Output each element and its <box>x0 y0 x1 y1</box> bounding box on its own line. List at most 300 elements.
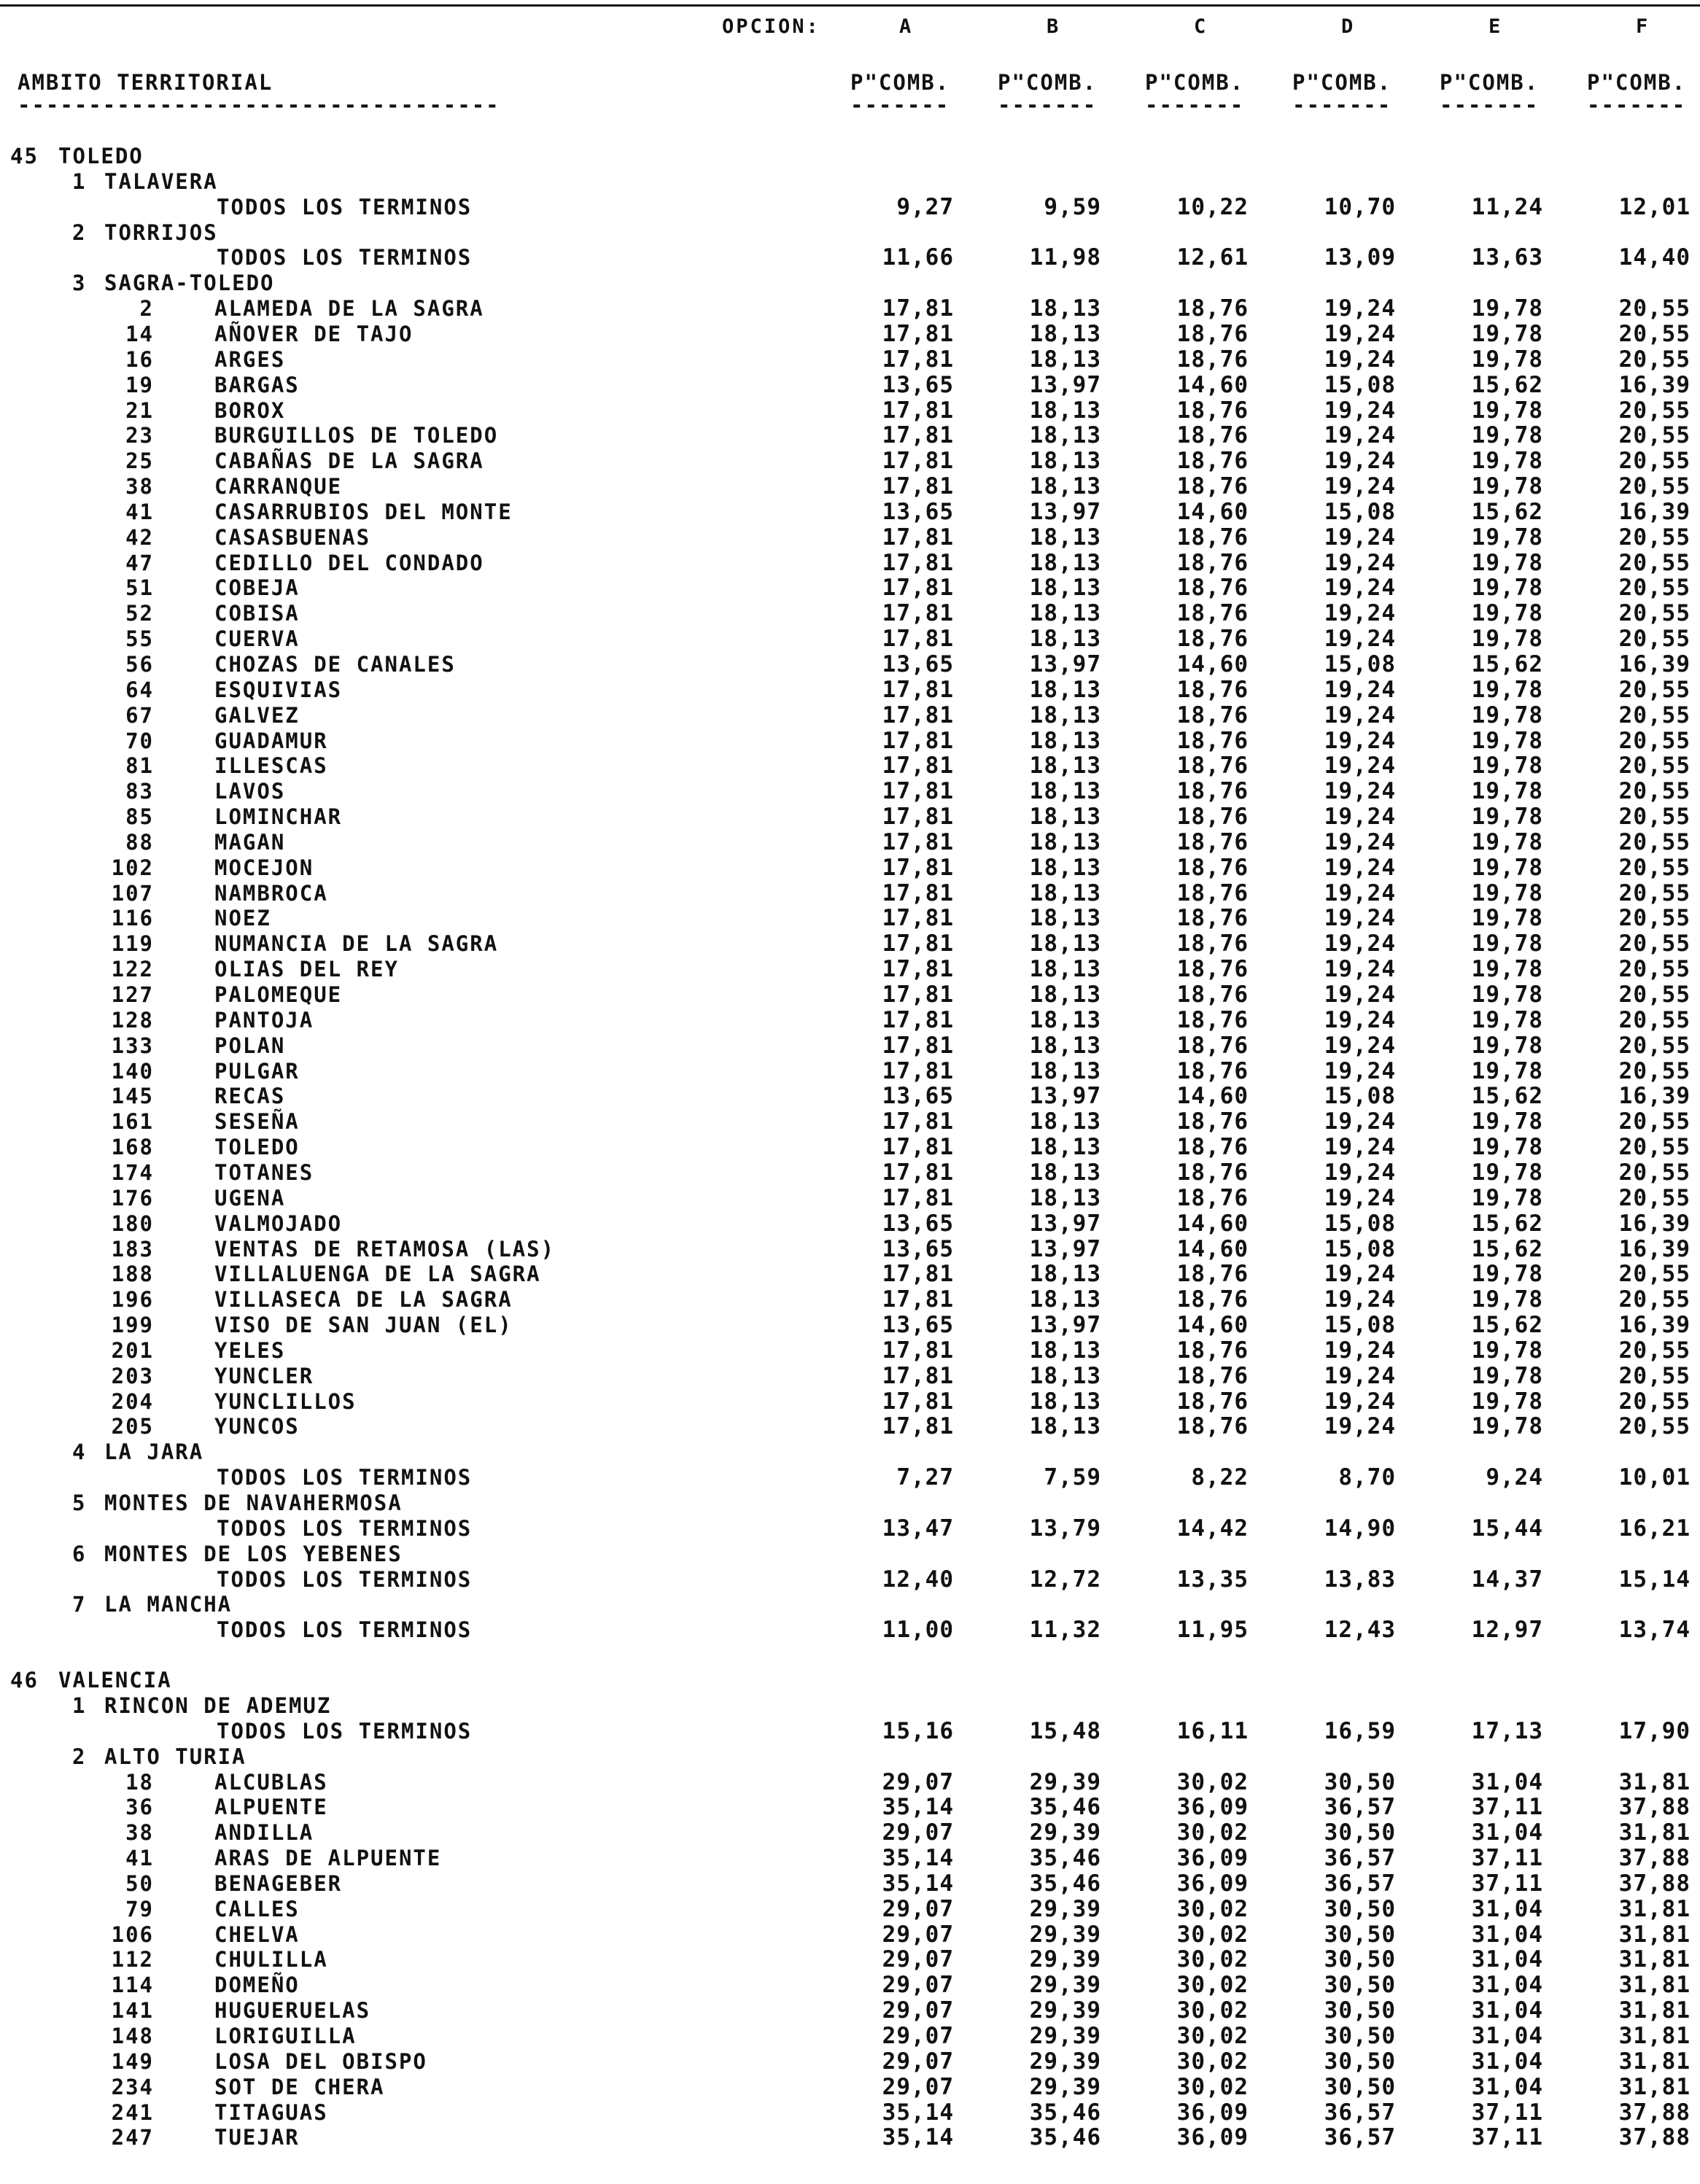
municipality-name: CARRANQUE <box>214 474 343 499</box>
value-c: 14,60 <box>1176 651 1249 677</box>
value-e: 19,78 <box>1471 600 1543 626</box>
column-heading-a: P"COMB. <box>850 70 950 95</box>
value-e: 15,62 <box>1471 372 1543 398</box>
column-heading-d: P"COMB. <box>1292 70 1392 95</box>
municipality-name: ILLESCAS <box>214 753 328 778</box>
comarca-code: 3 <box>72 271 87 295</box>
value-a: 15,16 <box>882 1718 954 1744</box>
value-f: 20,55 <box>1618 982 1691 1008</box>
value-c: 18,76 <box>1176 473 1249 500</box>
value-a: 17,81 <box>882 1134 954 1160</box>
value-c: 30,02 <box>1176 1896 1249 1922</box>
value-c: 36,09 <box>1176 1794 1249 1820</box>
municipality-name: TUEJAR <box>214 2125 300 2150</box>
value-c: 18,76 <box>1176 956 1249 982</box>
value-c: 18,76 <box>1176 1159 1249 1186</box>
value-f: 31,81 <box>1618 2023 1691 2049</box>
municipality-code: 2 <box>139 296 154 321</box>
municipality-name: PULGAR <box>214 1059 300 1084</box>
value-d: 10,70 <box>1324 194 1396 220</box>
value-c: 18,76 <box>1176 982 1249 1008</box>
value-a: 7,27 <box>896 1464 954 1491</box>
value-a: 29,07 <box>882 2074 954 2100</box>
municipality-code: 161 <box>111 1109 154 1134</box>
value-b: 18,13 <box>1029 829 1101 855</box>
value-e: 19,78 <box>1471 524 1543 551</box>
value-e: 31,04 <box>1471 2048 1543 2075</box>
municipality-name: CHULILLA <box>214 1947 328 1972</box>
municipality-name: COBISA <box>214 601 300 626</box>
value-e: 31,04 <box>1471 1997 1543 2024</box>
value-d: 19,24 <box>1324 956 1396 982</box>
value-d: 19,24 <box>1324 346 1396 373</box>
value-a: 17,81 <box>882 397 954 424</box>
value-b: 29,39 <box>1029 1896 1101 1922</box>
municipality-name: LOMINCHAR <box>214 804 343 829</box>
value-b: 29,39 <box>1029 2074 1101 2100</box>
value-e: 19,78 <box>1471 905 1543 931</box>
value-a: 17,81 <box>882 600 954 626</box>
value-b: 18,13 <box>1029 321 1101 347</box>
municipality-code: 180 <box>111 1211 154 1236</box>
comarca-code: 4 <box>72 1439 87 1464</box>
value-f: 20,55 <box>1618 626 1691 652</box>
value-a: 17,81 <box>882 855 954 881</box>
value-e: 19,78 <box>1471 1363 1543 1389</box>
value-a: 35,14 <box>882 2099 954 2126</box>
value-f: 31,81 <box>1618 1972 1691 1998</box>
municipality-code: 127 <box>111 982 154 1007</box>
value-f: 20,55 <box>1618 422 1691 448</box>
municipality-code: 41 <box>125 500 154 524</box>
value-c: 18,76 <box>1176 1185 1249 1211</box>
value-f: 13,74 <box>1618 1617 1691 1643</box>
value-d: 19,24 <box>1324 855 1396 881</box>
value-a: 17,81 <box>882 804 954 830</box>
value-d: 19,24 <box>1324 1261 1396 1287</box>
value-d: 15,08 <box>1324 1236 1396 1262</box>
province-name: TOLEDO <box>58 144 144 168</box>
municipality-code: 116 <box>111 906 154 930</box>
value-d: 30,50 <box>1324 1997 1396 2024</box>
value-e: 19,78 <box>1471 1388 1543 1415</box>
municipality-code: 128 <box>111 1008 154 1033</box>
value-d: 19,24 <box>1324 1337 1396 1364</box>
value-f: 37,88 <box>1618 2124 1691 2150</box>
option-a: A <box>899 15 914 38</box>
value-e: 37,11 <box>1471 2124 1543 2150</box>
value-f: 20,55 <box>1618 600 1691 626</box>
value-b: 18,13 <box>1029 1108 1101 1135</box>
value-f: 31,81 <box>1618 1896 1691 1922</box>
value-c: 18,76 <box>1176 1337 1249 1364</box>
value-e: 37,11 <box>1471 2099 1543 2126</box>
comarca-code: 6 <box>72 1542 87 1566</box>
value-d: 36,57 <box>1324 2099 1396 2126</box>
value-d: 19,24 <box>1324 1388 1396 1415</box>
value-b: 18,13 <box>1029 1007 1101 1033</box>
value-d: 19,24 <box>1324 321 1396 347</box>
value-a: 17,81 <box>882 930 954 957</box>
value-a: 17,81 <box>882 321 954 347</box>
municipality-code: 14 <box>125 322 154 346</box>
value-f: 20,55 <box>1618 702 1691 728</box>
municipality-name: TOTANES <box>214 1160 314 1185</box>
value-b: 29,39 <box>1029 1972 1101 1998</box>
value-b: 18,13 <box>1029 880 1101 906</box>
value-a: 13,65 <box>882 1312 954 1338</box>
value-f: 20,55 <box>1618 1007 1691 1033</box>
municipality-code: 247 <box>111 2125 154 2150</box>
value-c: 36,09 <box>1176 2124 1249 2150</box>
value-d: 30,50 <box>1324 1896 1396 1922</box>
value-b: 13,97 <box>1029 1312 1101 1338</box>
option-e: E <box>1489 15 1503 38</box>
municipality-code: 19 <box>125 373 154 397</box>
value-b: 18,13 <box>1029 575 1101 601</box>
value-d: 36,57 <box>1324 2124 1396 2150</box>
municipality-code: 51 <box>125 575 154 600</box>
value-a: 17,81 <box>882 1286 954 1313</box>
value-c: 14,60 <box>1176 1312 1249 1338</box>
municipality-name: CHELVA <box>214 1922 300 1947</box>
municipality-name: POLAN <box>214 1033 286 1058</box>
municipality-name: ANDILLA <box>214 1820 314 1845</box>
municipality-code: 64 <box>125 677 154 702</box>
value-b: 18,13 <box>1029 804 1101 830</box>
comarca-name: RINCON DE ADEMUZ <box>104 1693 332 1718</box>
value-d: 19,24 <box>1324 1108 1396 1135</box>
value-f: 16,39 <box>1618 499 1691 525</box>
value-e: 19,78 <box>1471 1261 1543 1287</box>
value-d: 13,83 <box>1324 1566 1396 1593</box>
value-a: 17,81 <box>882 880 954 906</box>
value-e: 19,78 <box>1471 1413 1543 1439</box>
value-b: 13,97 <box>1029 1236 1101 1262</box>
municipality-code: 241 <box>111 2100 154 2125</box>
value-f: 16,21 <box>1618 1515 1691 1542</box>
value-b: 9,59 <box>1044 194 1101 220</box>
value-f: 16,39 <box>1618 651 1691 677</box>
municipality-name: COBEJA <box>214 575 300 600</box>
value-c: 18,76 <box>1176 1363 1249 1389</box>
value-c: 30,02 <box>1176 2074 1249 2100</box>
value-d: 30,50 <box>1324 1946 1396 1973</box>
value-d: 19,24 <box>1324 982 1396 1008</box>
value-d: 15,08 <box>1324 1312 1396 1338</box>
value-d: 19,24 <box>1324 1058 1396 1084</box>
value-b: 18,13 <box>1029 1261 1101 1287</box>
value-e: 15,62 <box>1471 1083 1543 1109</box>
value-e: 19,78 <box>1471 677 1543 703</box>
municipality-name: YUNCLILLOS <box>214 1389 357 1414</box>
municipality-code: 56 <box>125 652 154 677</box>
all-terms-label: TODOS LOS TERMINOS <box>217 1465 473 1490</box>
value-e: 37,11 <box>1471 1845 1543 1871</box>
municipality-code: 148 <box>111 2024 154 2048</box>
municipality-name: ESQUIVIAS <box>214 677 343 702</box>
value-e: 31,04 <box>1471 1896 1543 1922</box>
value-a: 17,81 <box>882 677 954 703</box>
value-b: 18,13 <box>1029 728 1101 754</box>
municipality-name: TITAGUAS <box>214 2100 328 2125</box>
municipality-code: 88 <box>125 830 154 855</box>
municipality-code: 141 <box>111 1998 154 2023</box>
value-f: 37,88 <box>1618 1845 1691 1871</box>
comarca-code: 2 <box>72 220 87 245</box>
value-c: 18,76 <box>1176 397 1249 424</box>
municipality-name: NUMANCIA DE LA SAGRA <box>214 931 499 956</box>
municipality-code: 41 <box>125 1846 154 1870</box>
value-a: 17,81 <box>882 1108 954 1135</box>
value-d: 15,08 <box>1324 499 1396 525</box>
value-f: 31,81 <box>1618 1997 1691 2024</box>
value-b: 29,39 <box>1029 1819 1101 1846</box>
municipality-code: 199 <box>111 1313 154 1337</box>
value-b: 18,13 <box>1029 524 1101 551</box>
value-b: 18,13 <box>1029 1363 1101 1389</box>
value-e: 19,78 <box>1471 550 1543 576</box>
municipality-code: 42 <box>125 525 154 550</box>
value-b: 18,13 <box>1029 600 1101 626</box>
value-e: 12,97 <box>1471 1617 1543 1643</box>
value-f: 31,81 <box>1618 1769 1691 1795</box>
column-underline-c: ------- <box>1145 93 1245 117</box>
value-a: 17,81 <box>882 829 954 855</box>
value-a: 13,47 <box>882 1515 954 1542</box>
value-c: 18,76 <box>1176 1286 1249 1313</box>
value-d: 19,24 <box>1324 295 1396 322</box>
value-c: 8,22 <box>1191 1464 1249 1491</box>
value-c: 36,09 <box>1176 2099 1249 2126</box>
value-b: 18,13 <box>1029 422 1101 448</box>
value-e: 19,78 <box>1471 448 1543 474</box>
value-f: 31,81 <box>1618 2074 1691 2100</box>
value-e: 19,78 <box>1471 346 1543 373</box>
value-d: 19,24 <box>1324 930 1396 957</box>
value-b: 29,39 <box>1029 2048 1101 2075</box>
municipality-code: 188 <box>111 1262 154 1286</box>
value-b: 12,72 <box>1029 1566 1101 1593</box>
value-d: 15,08 <box>1324 1210 1396 1237</box>
value-a: 17,81 <box>882 1185 954 1211</box>
value-f: 20,55 <box>1618 829 1691 855</box>
value-c: 30,02 <box>1176 2048 1249 2075</box>
value-c: 18,76 <box>1176 677 1249 703</box>
value-b: 15,48 <box>1029 1718 1101 1744</box>
value-c: 18,76 <box>1176 295 1249 322</box>
value-a: 17,81 <box>882 448 954 474</box>
value-f: 20,55 <box>1618 1185 1691 1211</box>
municipality-name: VENTAS DE RETAMOSA (LAS) <box>214 1237 556 1262</box>
value-d: 30,50 <box>1324 1769 1396 1795</box>
value-f: 20,55 <box>1618 930 1691 957</box>
value-e: 19,78 <box>1471 956 1543 982</box>
municipality-name: PANTOJA <box>214 1008 314 1033</box>
value-f: 20,55 <box>1618 1388 1691 1415</box>
value-d: 19,24 <box>1324 626 1396 652</box>
value-d: 8,70 <box>1338 1464 1396 1491</box>
value-b: 18,13 <box>1029 855 1101 881</box>
all-terms-label: TODOS LOS TERMINOS <box>217 195 473 219</box>
municipality-code: 50 <box>125 1871 154 1896</box>
value-b: 29,39 <box>1029 1769 1101 1795</box>
value-c: 18,76 <box>1176 1108 1249 1135</box>
municipality-name: PALOMEQUE <box>214 982 343 1007</box>
value-f: 20,55 <box>1618 448 1691 474</box>
value-a: 17,81 <box>882 982 954 1008</box>
value-f: 20,55 <box>1618 855 1691 881</box>
value-f: 37,88 <box>1618 1794 1691 1820</box>
value-c: 16,11 <box>1176 1718 1249 1744</box>
value-d: 30,50 <box>1324 1819 1396 1846</box>
value-c: 18,76 <box>1176 753 1249 779</box>
value-f: 37,88 <box>1618 1870 1691 1897</box>
option-c: C <box>1194 15 1208 38</box>
municipality-code: 55 <box>125 626 154 651</box>
value-b: 13,97 <box>1029 1083 1101 1109</box>
comarca-name: SAGRA-TOLEDO <box>104 271 275 295</box>
value-b: 29,39 <box>1029 1921 1101 1948</box>
column-underline-f: ------- <box>1587 93 1687 117</box>
value-a: 17,81 <box>882 1413 954 1439</box>
value-d: 16,59 <box>1324 1718 1396 1744</box>
value-e: 19,78 <box>1471 1134 1543 1160</box>
value-d: 36,57 <box>1324 1794 1396 1820</box>
value-d: 30,50 <box>1324 2023 1396 2049</box>
value-d: 19,24 <box>1324 524 1396 551</box>
municipality-code: 83 <box>125 779 154 804</box>
value-f: 16,39 <box>1618 372 1691 398</box>
municipality-code: 145 <box>111 1084 154 1108</box>
municipality-code: 119 <box>111 931 154 956</box>
municipality-code: 205 <box>111 1414 154 1439</box>
municipality-name: SOT DE CHERA <box>214 2075 385 2099</box>
value-c: 13,35 <box>1176 1566 1249 1593</box>
value-f: 20,55 <box>1618 1033 1691 1059</box>
municipality-name: CEDILLO DEL CONDADO <box>214 551 484 575</box>
value-c: 14,60 <box>1176 1210 1249 1237</box>
value-d: 15,08 <box>1324 1083 1396 1109</box>
value-b: 18,13 <box>1029 982 1101 1008</box>
value-e: 19,78 <box>1471 1286 1543 1313</box>
value-f: 37,88 <box>1618 2099 1691 2126</box>
value-c: 18,76 <box>1176 448 1249 474</box>
value-d: 30,50 <box>1324 1972 1396 1998</box>
column-heading-e: P"COMB. <box>1440 70 1540 95</box>
comarca-name: LA MANCHA <box>104 1592 233 1617</box>
municipality-name: MOCEJON <box>214 855 314 880</box>
value-f: 20,55 <box>1618 1413 1691 1439</box>
municipality-name: GALVEZ <box>214 703 300 728</box>
municipality-code: 70 <box>125 728 154 753</box>
value-d: 19,24 <box>1324 473 1396 500</box>
value-b: 13,97 <box>1029 372 1101 398</box>
municipality-name: VALMOJADO <box>214 1211 343 1236</box>
value-b: 13,97 <box>1029 1210 1101 1237</box>
value-a: 17,81 <box>882 702 954 728</box>
value-b: 18,13 <box>1029 626 1101 652</box>
value-a: 17,81 <box>882 1159 954 1186</box>
value-a: 35,14 <box>882 2124 954 2150</box>
value-b: 18,13 <box>1029 1388 1101 1415</box>
value-c: 30,02 <box>1176 1819 1249 1846</box>
value-f: 20,55 <box>1618 880 1691 906</box>
value-f: 20,55 <box>1618 575 1691 601</box>
value-d: 30,50 <box>1324 2048 1396 2075</box>
value-b: 29,39 <box>1029 1997 1101 2024</box>
value-c: 18,76 <box>1176 829 1249 855</box>
value-c: 18,76 <box>1176 1134 1249 1160</box>
value-c: 18,76 <box>1176 880 1249 906</box>
municipality-name: MAGAN <box>214 830 286 855</box>
comarca-name: TALAVERA <box>104 169 218 194</box>
value-f: 20,55 <box>1618 677 1691 703</box>
value-d: 13,09 <box>1324 244 1396 271</box>
municipality-name: HUGUERUELAS <box>214 1998 371 2023</box>
municipality-code: 176 <box>111 1186 154 1210</box>
municipality-code: 106 <box>111 1922 154 1947</box>
municipality-code: 79 <box>125 1897 154 1921</box>
value-b: 13,97 <box>1029 499 1101 525</box>
value-f: 20,55 <box>1618 1108 1691 1135</box>
value-e: 14,37 <box>1471 1566 1543 1593</box>
municipality-name: RECAS <box>214 1084 286 1108</box>
value-d: 30,50 <box>1324 1921 1396 1948</box>
value-f: 20,55 <box>1618 346 1691 373</box>
value-a: 13,65 <box>882 372 954 398</box>
comarca-name: MONTES DE NAVAHERMOSA <box>104 1491 403 1515</box>
value-b: 18,13 <box>1029 397 1101 424</box>
value-b: 18,13 <box>1029 905 1101 931</box>
value-d: 19,24 <box>1324 575 1396 601</box>
municipality-name: NOEZ <box>214 906 271 930</box>
value-f: 20,55 <box>1618 804 1691 830</box>
value-a: 17,81 <box>882 905 954 931</box>
value-d: 19,24 <box>1324 600 1396 626</box>
value-a: 17,81 <box>882 626 954 652</box>
value-d: 30,50 <box>1324 2074 1396 2100</box>
column-underline-d: ------- <box>1292 93 1392 117</box>
value-f: 20,55 <box>1618 550 1691 576</box>
value-b: 35,46 <box>1029 1845 1101 1871</box>
value-b: 18,13 <box>1029 550 1101 576</box>
value-b: 18,13 <box>1029 295 1101 322</box>
municipality-name: ARGES <box>214 347 286 372</box>
value-a: 29,07 <box>882 1946 954 1973</box>
value-c: 18,76 <box>1176 1413 1249 1439</box>
value-e: 31,04 <box>1471 1921 1543 1948</box>
value-a: 17,81 <box>882 1363 954 1389</box>
value-f: 16,39 <box>1618 1312 1691 1338</box>
value-a: 17,81 <box>882 1007 954 1033</box>
value-e: 19,78 <box>1471 1159 1543 1186</box>
value-a: 12,40 <box>882 1566 954 1593</box>
municipality-name: SESEÑA <box>214 1109 300 1134</box>
value-b: 35,46 <box>1029 2099 1101 2126</box>
value-b: 7,59 <box>1044 1464 1101 1491</box>
municipality-name: YELES <box>214 1338 286 1363</box>
value-f: 20,55 <box>1618 321 1691 347</box>
municipality-name: GUADAMUR <box>214 728 328 753</box>
value-e: 19,78 <box>1471 1033 1543 1059</box>
value-a: 17,81 <box>882 524 954 551</box>
municipality-code: 203 <box>111 1364 154 1388</box>
value-c: 18,76 <box>1176 346 1249 373</box>
value-c: 30,02 <box>1176 1769 1249 1795</box>
municipality-name: LAVOS <box>214 779 286 804</box>
municipality-code: 38 <box>125 1820 154 1845</box>
